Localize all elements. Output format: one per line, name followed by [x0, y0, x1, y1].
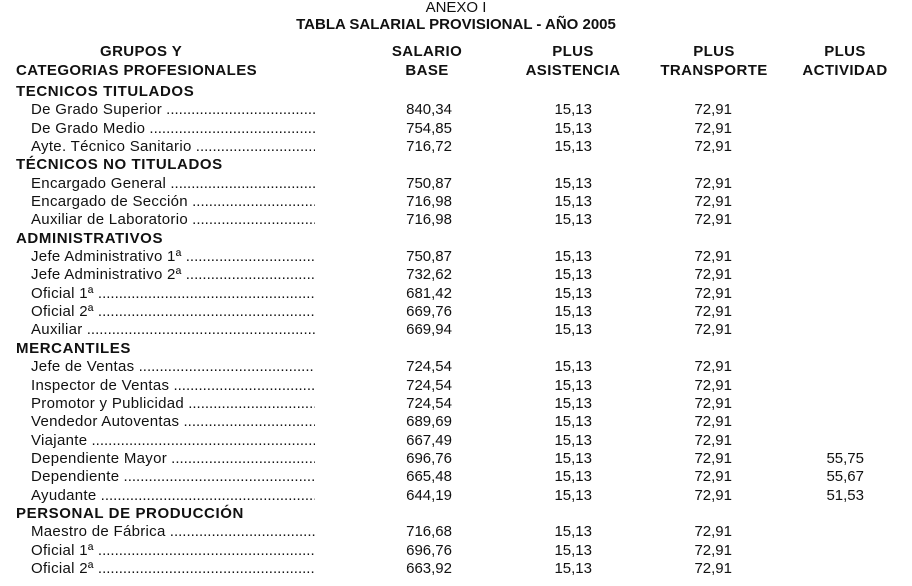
salario-base-value: 669,94 [406, 321, 452, 339]
table-row [0, 377, 912, 395]
plus-asistencia-value: 15,13 [554, 174, 592, 192]
plus-asistencia-value: 15,13 [554, 559, 592, 577]
plus-transporte-value: 72,91 [694, 266, 732, 284]
category-label: Encargado de Sección ..... [31, 193, 315, 211]
salario-base-value: 754,85 [406, 119, 452, 137]
plus-transporte-value: 72,91 [694, 101, 732, 119]
plus-asistencia-value: 15,13 [554, 486, 592, 504]
salario-base-value: 724,54 [406, 376, 452, 394]
category-label: Maestro de Fábrica ..... [31, 523, 315, 541]
plus-transporte-value: 72,91 [694, 119, 732, 137]
table-row [0, 542, 912, 560]
category-label: Inspector de Ventas ..... [31, 377, 315, 395]
table-row [0, 468, 912, 486]
plus-actividad-value: 55,67 [826, 468, 864, 486]
table-row [0, 487, 912, 505]
category-label: Oficial 1ª ..... [31, 542, 315, 560]
salario-base-value: 750,87 [406, 174, 452, 192]
plus-asistencia-value: 15,13 [554, 284, 592, 302]
section-header-row [0, 83, 912, 101]
salario-base-value: 644,19 [406, 486, 452, 504]
salario-base-value: 665,48 [406, 468, 452, 486]
table-row [0, 138, 912, 156]
salario-base-value: 681,42 [406, 284, 452, 302]
plus-transporte-value: 72,91 [694, 358, 732, 376]
table-row [0, 321, 912, 339]
header-plus-transporte [651, 42, 777, 80]
table-row [0, 303, 912, 321]
plus-transporte-value: 72,91 [694, 376, 732, 394]
plus-transporte-value: 72,91 [694, 174, 732, 192]
plus-asistencia-value: 15,13 [554, 248, 592, 266]
section-title: TÉCNICOS NO TITULADOS [16, 156, 223, 174]
salario-base-value: 750,87 [406, 248, 452, 266]
header-asistencia-line1: PLUS [552, 43, 594, 60]
plus-asistencia-value: 15,13 [554, 266, 592, 284]
plus-asistencia-value: 15,13 [554, 468, 592, 486]
section-header-row [0, 230, 912, 248]
table-row [0, 450, 912, 468]
table-row [0, 266, 912, 284]
salario-base-value: 716,98 [406, 193, 452, 211]
section-title: MERCANTILES [16, 339, 131, 357]
category-label: Viajante ..... [31, 432, 315, 450]
plus-transporte-value: 72,91 [694, 523, 732, 541]
plus-asistencia-value: 15,13 [554, 193, 592, 211]
salary-table-body [0, 83, 912, 578]
plus-transporte-value: 72,91 [694, 486, 732, 504]
header-plus-actividad [792, 42, 898, 80]
table-row [0, 413, 912, 431]
category-label: Dependiente ..... [31, 468, 315, 486]
header-salario-line1: SALARIO [391, 43, 463, 60]
salario-base-value: 716,72 [406, 138, 452, 156]
plus-transporte-value: 72,91 [694, 284, 732, 302]
table-row [0, 432, 912, 450]
salario-base-value: 667,49 [406, 431, 452, 449]
plus-asistencia-value: 15,13 [554, 101, 592, 119]
section-title: TECNICOS TITULADOS [16, 83, 195, 100]
plus-asistencia-value: 15,13 [554, 138, 592, 156]
category-label: Jefe de Ventas ..... [31, 358, 315, 376]
salario-base-value: 724,54 [406, 394, 452, 412]
category-label: Encargado General ..... [31, 175, 315, 193]
section-header-row [0, 340, 912, 358]
section-header-row [0, 505, 912, 523]
salario-base-value: 669,76 [406, 303, 452, 321]
table-row [0, 358, 912, 376]
category-label: Oficial 1ª ..... [31, 285, 315, 303]
salario-base-value: 732,62 [406, 266, 452, 284]
section-header-row [0, 156, 912, 174]
plus-transporte-value: 72,91 [694, 559, 732, 577]
section-title: ADMINISTRATIVOS [16, 229, 164, 247]
plus-transporte-value: 72,91 [694, 449, 732, 467]
plus-transporte-value: 72,91 [694, 138, 732, 156]
plus-asistencia-value: 15,13 [554, 523, 592, 541]
plus-transporte-value: 72,91 [694, 248, 732, 266]
plus-asistencia-value: 15,13 [554, 413, 592, 431]
table-row [0, 285, 912, 303]
plus-transporte-value: 72,91 [694, 193, 732, 211]
header-salario-line2: BASE [405, 62, 449, 79]
plus-asistencia-value: 15,13 [554, 303, 592, 321]
plus-transporte-value: 72,91 [694, 431, 732, 449]
plus-asistencia-value: 15,13 [554, 376, 592, 394]
category-label: De Grado Superior ..... [31, 101, 315, 119]
header-groups [16, 42, 257, 80]
category-label: Jefe Administrativo 1ª ..... [31, 248, 315, 266]
salario-base-value: 724,54 [406, 358, 452, 376]
salario-base-value: 716,68 [406, 523, 452, 541]
table-row [0, 193, 912, 211]
table-row [0, 248, 912, 266]
header-plus-asistencia [515, 42, 631, 80]
category-label: De Grado Medio ..... [31, 120, 315, 138]
section-title: PERSONAL DE PRODUCCIÓN [16, 504, 244, 522]
annex-title: ANEXO I [425, 0, 487, 16]
header-groups-line2: CATEGORIAS PROFESIONALES [16, 62, 258, 79]
plus-transporte-value: 72,91 [694, 321, 732, 339]
plus-transporte-value: 72,91 [694, 303, 732, 321]
plus-transporte-value: 72,91 [694, 394, 732, 412]
header-actividad-line1: PLUS [824, 43, 866, 60]
plus-transporte-value: 72,91 [694, 413, 732, 431]
salario-base-value: 840,34 [406, 101, 452, 119]
plus-transporte-value: 72,91 [694, 468, 732, 486]
salario-base-value: 716,98 [406, 211, 452, 229]
plus-transporte-value: 72,91 [694, 541, 732, 559]
salario-base-value: 663,92 [406, 559, 452, 577]
category-label: Ayte. Técnico Sanitario ..... [31, 138, 315, 156]
category-label: Oficial 2ª ..... [31, 560, 315, 578]
table-row [0, 175, 912, 193]
category-label: Dependiente Mayor ..... [31, 450, 315, 468]
category-label: Oficial 2ª ..... [31, 303, 315, 321]
plus-asistencia-value: 15,13 [554, 541, 592, 559]
plus-asistencia-value: 15,13 [554, 321, 592, 339]
table-row [0, 560, 912, 578]
header-asistencia-line2: ASISTENCIA [525, 62, 621, 79]
header-groups-line1: GRUPOS Y [100, 43, 183, 60]
plus-actividad-value: 55,75 [826, 449, 864, 467]
category-label: Jefe Administrativo 2ª ..... [31, 266, 315, 284]
plus-asistencia-value: 15,13 [554, 449, 592, 467]
category-label: Promotor y Publicidad ..... [31, 395, 315, 413]
plus-asistencia-value: 15,13 [554, 431, 592, 449]
table-row [0, 101, 912, 119]
table-title: TABLA SALARIAL PROVISIONAL - AÑO 2005 [296, 16, 616, 33]
header-actividad-line2: ACTIVIDAD [802, 62, 888, 79]
salario-base-value: 696,76 [406, 541, 452, 559]
salario-base-value: 696,76 [406, 449, 452, 467]
category-label: Auxiliar ..... [31, 321, 315, 339]
category-label: Ayudante ..... [31, 487, 315, 505]
table-row [0, 211, 912, 229]
plus-asistencia-value: 15,13 [554, 394, 592, 412]
table-row [0, 120, 912, 138]
header-salario-base [368, 42, 486, 80]
plus-transporte-value: 72,91 [694, 211, 732, 229]
table-row [0, 523, 912, 541]
salario-base-value: 689,69 [406, 413, 452, 431]
plus-asistencia-value: 15,13 [554, 211, 592, 229]
table-row [0, 395, 912, 413]
header-transporte-line1: PLUS [693, 43, 735, 60]
category-label: Vendedor Autoventas ..... [31, 413, 315, 431]
plus-actividad-value: 51,53 [826, 486, 864, 504]
category-label: Auxiliar de Laboratorio ..... [31, 211, 315, 229]
header-transporte-line2: TRANSPORTE [660, 62, 768, 79]
plus-asistencia-value: 15,13 [554, 119, 592, 137]
plus-asistencia-value: 15,13 [554, 358, 592, 376]
